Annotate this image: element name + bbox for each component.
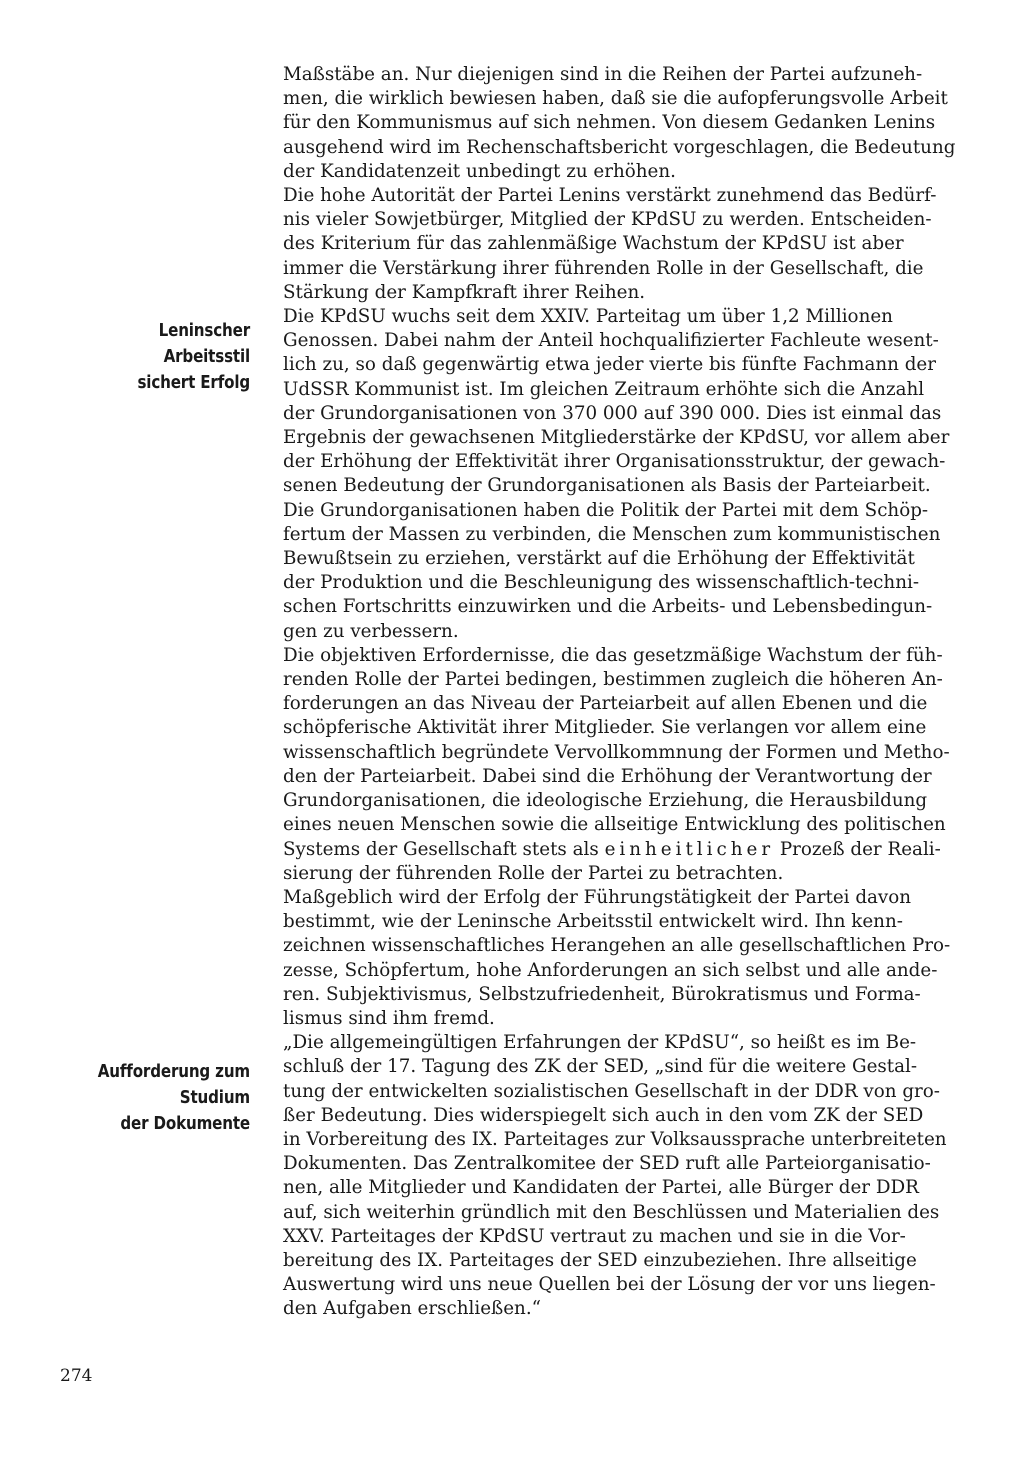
sidenote-aufforderung-studium <box>82 1059 250 1137</box>
text-line: ren. Subjektivismus, Selbstzufriedenheit, Bürokratismus und Forma- <box>283 983 921 1005</box>
text-line: der Erhöhung der Effektivität ihrer Organisationsstruktur, der gewach- <box>283 451 946 473</box>
sidenote-leninscher-arbeitsstil <box>82 318 250 396</box>
text-line: Maßstäbe an. Nur diejenigen sind in die Reihen der Partei aufzuneh- <box>283 64 923 85</box>
text-line: „Die allgemeingültigen Erfahrungen der KPdSU“, so heißt es im Be- <box>283 1032 917 1054</box>
paragraph-3 <box>283 305 1013 499</box>
sidenote-line: Leninscher Arbeitsstil <box>158 320 250 367</box>
text-line: nis vieler Sowjetbürger, Mitglied der KPdSU zu werden. Entscheiden- <box>283 209 932 231</box>
text-line: der Grundorganisationen von 370 000 auf 390 000. Dies ist einmal das <box>283 402 942 424</box>
text-line: XXV. Parteitages der KPdSU vertraut zu machen und sie in die Vor- <box>283 1225 906 1247</box>
sidenote-line: Studium <box>179 1087 250 1108</box>
text-line: Ergebnis der gewachsenen Mitgliederstärke der KPdSU, vor allem aber <box>283 427 950 449</box>
text-line: zesse, Schöpfertum, hohe Anforderungen an sich selbst und alle ande- <box>283 959 938 981</box>
page-number: 274 <box>60 1366 93 1386</box>
text-line: Dokumenten. Das Zentralkomitee der SED ruft alle Parteiorganisatio- <box>283 1153 931 1175</box>
text-segment: Systems der Gesellschaft stets als <box>283 838 599 860</box>
text-line: nen, alle Mitglieder und Kandidaten der Partei, alle Bürger der DDR <box>283 1177 919 1199</box>
text-line: zeichnen wissenschaftliches Herangehen an alle gesellschaftlichen Pro- <box>283 935 951 957</box>
text-line: lich zu, so daß gegenwärtig etwa jeder vierte bis fünfte Fachmann der <box>283 354 936 376</box>
text-line-emphasis <box>283 838 1013 862</box>
paragraph-1 <box>283 63 1013 184</box>
text-line: gen zu verbessern. <box>283 620 459 642</box>
text-line: tung der entwickelten sozialistischen Gesellschaft in der DDR von gro- <box>283 1080 940 1102</box>
text-line: eines neuen Menschen sowie die allseitige Entwicklung des politischen <box>283 814 946 836</box>
text-line: Die objektiven Erfordernisse, die das gesetzmäßige Wachstum der füh- <box>283 644 943 666</box>
text-line: schen Fortschritts einzuwirken und die Arbeits- und Lebensbedingun- <box>283 596 933 618</box>
text-line: für den Kommunismus auf sich nehmen. Von diesem Gedanken Lenins <box>283 112 936 134</box>
text-line: den der Parteiarbeit. Dabei sind die Erhöhung der Verantwortung der <box>283 765 932 787</box>
text-line: der Kandidatenzeit unbedingt zu erhöhen. <box>283 160 676 182</box>
text-line: Grundorganisationen, die ideologische Erziehung, die Herausbildung <box>283 790 928 812</box>
body-text <box>283 63 1013 1322</box>
text-line: immer die Verstärkung ihrer führenden Rolle in der Gesellschaft, die <box>283 257 924 279</box>
text-line: ausgehend wird im Rechenschaftsbericht vorgeschlagen, die Bedeutung <box>283 136 956 158</box>
paragraph-2 <box>283 184 1013 305</box>
text-line: Auswertung wird uns neue Quellen bei der Lösung der vor uns liegen- <box>283 1274 936 1296</box>
paragraph-5 <box>283 644 1013 886</box>
text-line: Stärkung der Kampfkraft ihrer Reihen. <box>283 281 646 303</box>
text-line: in Vorbereitung des IX. Parteitages zur Volksaussprache unterbreiteten <box>283 1128 947 1150</box>
text-line: Genossen. Dabei nahm der Anteil hochqualifizierter Fachleute wesent- <box>283 330 939 352</box>
text-line: fertum der Massen zu verbinden, die Menschen zum kommunistischen <box>283 523 941 545</box>
sidenote-line: Aufforderung zum <box>97 1061 250 1082</box>
paragraph-6 <box>283 886 1013 1031</box>
text-line: Die Grundorganisationen haben die Politik der Partei mit dem Schöp- <box>283 499 929 521</box>
sidenote-line: der Dokumente <box>120 1113 250 1134</box>
text-line: renden Rolle der Partei bedingen, bestimmen zugleich die höheren An- <box>283 669 943 691</box>
text-line: den Aufgaben erschließen.“ <box>283 1298 541 1320</box>
text-line: der Produktion und die Beschleunigung des wissenschaftlich-techni- <box>283 572 919 594</box>
text-line: Die KPdSU wuchs seit dem XXIV. Parteitag um über 1,2 Millionen <box>283 306 893 328</box>
paragraph-4 <box>283 499 1013 644</box>
text-line: Bewußtsein zu erziehen, verstärkt auf die Erhöhung der Effektivität <box>283 548 915 570</box>
text-segment: Prozeß der Reali- <box>779 838 941 860</box>
text-line: schluß der 17. Tagung des ZK der SED, „sind für die weitere Gestal- <box>283 1056 918 1078</box>
paragraph-7 <box>283 1031 1013 1321</box>
text-line: auf, sich weiterhin gründlich mit den Beschlüssen und Materialien des <box>283 1201 940 1223</box>
text-line: des Kriterium für das zahlenmäßige Wachstum der KPdSU ist aber <box>283 233 904 255</box>
text-line: wissenschaftlich begründete Vervollkommnung der Formen und Metho- <box>283 741 950 763</box>
sidenote-line: sichert Erfolg <box>137 372 250 393</box>
text-line: schöpferische Aktivität ihrer Mitglieder. Sie verlangen vor allem eine <box>283 717 927 739</box>
text-line: bestimmt, wie der Leninsche Arbeitsstil entwickelt wird. Ihn kenn- <box>283 911 903 933</box>
text-line: UdSSR Kommunist ist. Im gleichen Zeitraum erhöhte sich die Anzahl <box>283 378 925 400</box>
text-line: Maßgeblich wird der Erfolg der Führungstätigkeit der Partei davon <box>283 886 912 908</box>
text-line: sierung der führenden Rolle der Partei zu betrachten. <box>283 862 784 884</box>
text-line: bereitung des IX. Parteitages der SED einzubeziehen. Ihre allseitige <box>283 1249 917 1271</box>
spaced-emphasis: einheitlicher <box>604 838 775 860</box>
text-line: men, die wirklich bewiesen haben, daß sie die aufopferungsvolle Arbeit <box>283 88 948 110</box>
text-line: Die hohe Autorität der Partei Lenins verstärkt zunehmend das Bedürf- <box>283 185 937 207</box>
text-line: ßer Bedeutung. Dies widerspiegelt sich auch in den vom ZK der SED <box>283 1104 924 1126</box>
text-line: lismus sind ihm fremd. <box>283 1007 495 1029</box>
text-line: forderungen an das Niveau der Parteiarbeit auf allen Ebenen und die <box>283 693 928 715</box>
text-line: senen Bedeutung der Grundorganisationen als Basis der Parteiarbeit. <box>283 475 931 497</box>
